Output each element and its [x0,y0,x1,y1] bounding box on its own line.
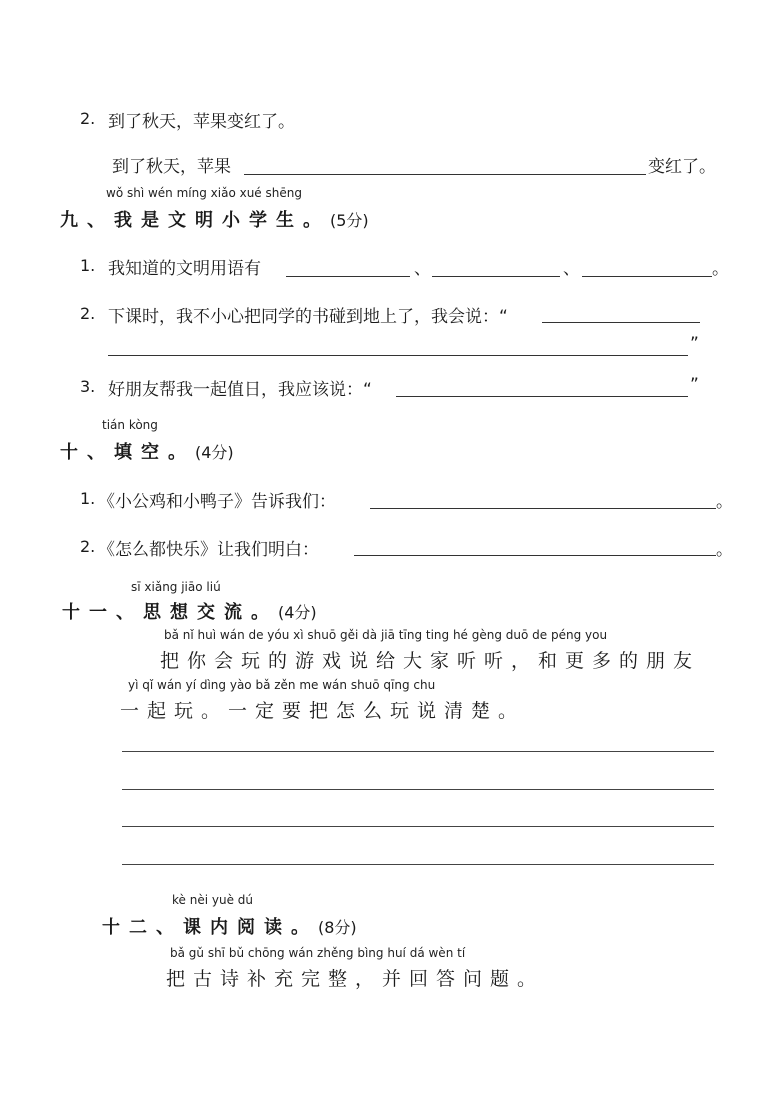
answer-blank[interactable] [582,276,712,277]
separator: 、 [563,259,580,279]
section-score: (8分) [318,918,357,937]
section-heading [60,206,369,232]
question-text: 《怎么都快乐》让我们明白： [98,540,319,560]
answer-blank[interactable] [354,555,716,556]
section-title: 十一、思想交流 [62,602,251,623]
answer-blank[interactable] [286,276,410,277]
writing-line[interactable] [122,789,714,790]
question-number: 1. [80,256,96,275]
section-title-end: 。 [168,442,195,463]
section-title-end: 。 [291,917,318,938]
section-heading [102,913,357,939]
section-pinyin: wǒ shì wén míng xiǎo xué shēng [106,186,302,200]
question-sentence: 到了秋天，苹果变红了。 [108,112,295,132]
end-mark: 。 [716,492,733,512]
section-heading [62,598,317,624]
section-pinyin: tián kòng [102,418,158,432]
section-score: (5分) [330,211,369,230]
prompt-line: 把古诗补充完整，并回答问题。 [166,968,545,990]
fill-prefix: 到了秋天，苹果 [112,157,231,177]
line-pinyin: yì qǐ wán yí dìng yào bǎ zěn me wán shuō qīng chu [128,678,436,692]
writing-line[interactable] [122,826,714,827]
answer-blank[interactable] [396,396,688,397]
question-text: 下课时，我不小心把同学的书碰到地上了，我会说：“ [108,307,508,327]
section-pinyin: sī xiǎng jiāo liú [131,580,221,594]
question-number: 2. [80,537,96,556]
section-score: (4分) [195,443,234,462]
fill-suffix: 变红了。 [648,157,716,177]
question-number: 2. [80,304,96,323]
writing-line[interactable] [122,864,714,865]
answer-blank[interactable] [432,276,560,277]
line-pinyin: bǎ nǐ huì wán de yóu xì shuō gěi dà jiā tīng ting hé gèng duō de péng you [164,628,608,642]
question-number: 2. [80,109,96,128]
question-text: 《小公鸡和小鸭子》告诉我们： [98,492,336,512]
question-number: 1. [80,489,96,508]
section-title-end: 。 [303,210,330,231]
prompt-line: 一起玩。一定要把怎么玩说清楚。 [120,700,526,722]
question-text: 我知道的文明用语有 [108,259,261,279]
section-title: 十二、课内阅读 [102,917,291,938]
close-quote: ” [690,375,699,395]
section-heading [60,438,234,464]
line-pinyin: bǎ gǔ shī bǔ chōng wán zhěng bìng huí dá wèn tí [170,946,466,960]
section-score: (4分) [278,603,317,622]
close-quote: ” [690,334,699,354]
answer-blank[interactable] [108,355,688,356]
end-mark: 。 [716,540,733,560]
prompt-line: 把你会玩的游戏说给大家听听，和更多的朋友 [160,650,701,672]
section-title: 九、我是文明小学生 [60,210,303,231]
answer-blank[interactable] [542,322,700,323]
section-pinyin: kè nèi yuè dú [172,893,253,907]
section-title-end: 。 [251,602,278,623]
end-mark: 。 [712,259,729,279]
answer-blank[interactable] [370,508,716,509]
question-number: 3. [80,377,96,396]
answer-blank[interactable] [244,174,646,175]
writing-line[interactable] [122,751,714,752]
question-text: 好朋友帮我一起值日，我应该说：“ [108,380,372,400]
separator: 、 [414,259,431,279]
section-title: 十、填空 [60,442,168,463]
